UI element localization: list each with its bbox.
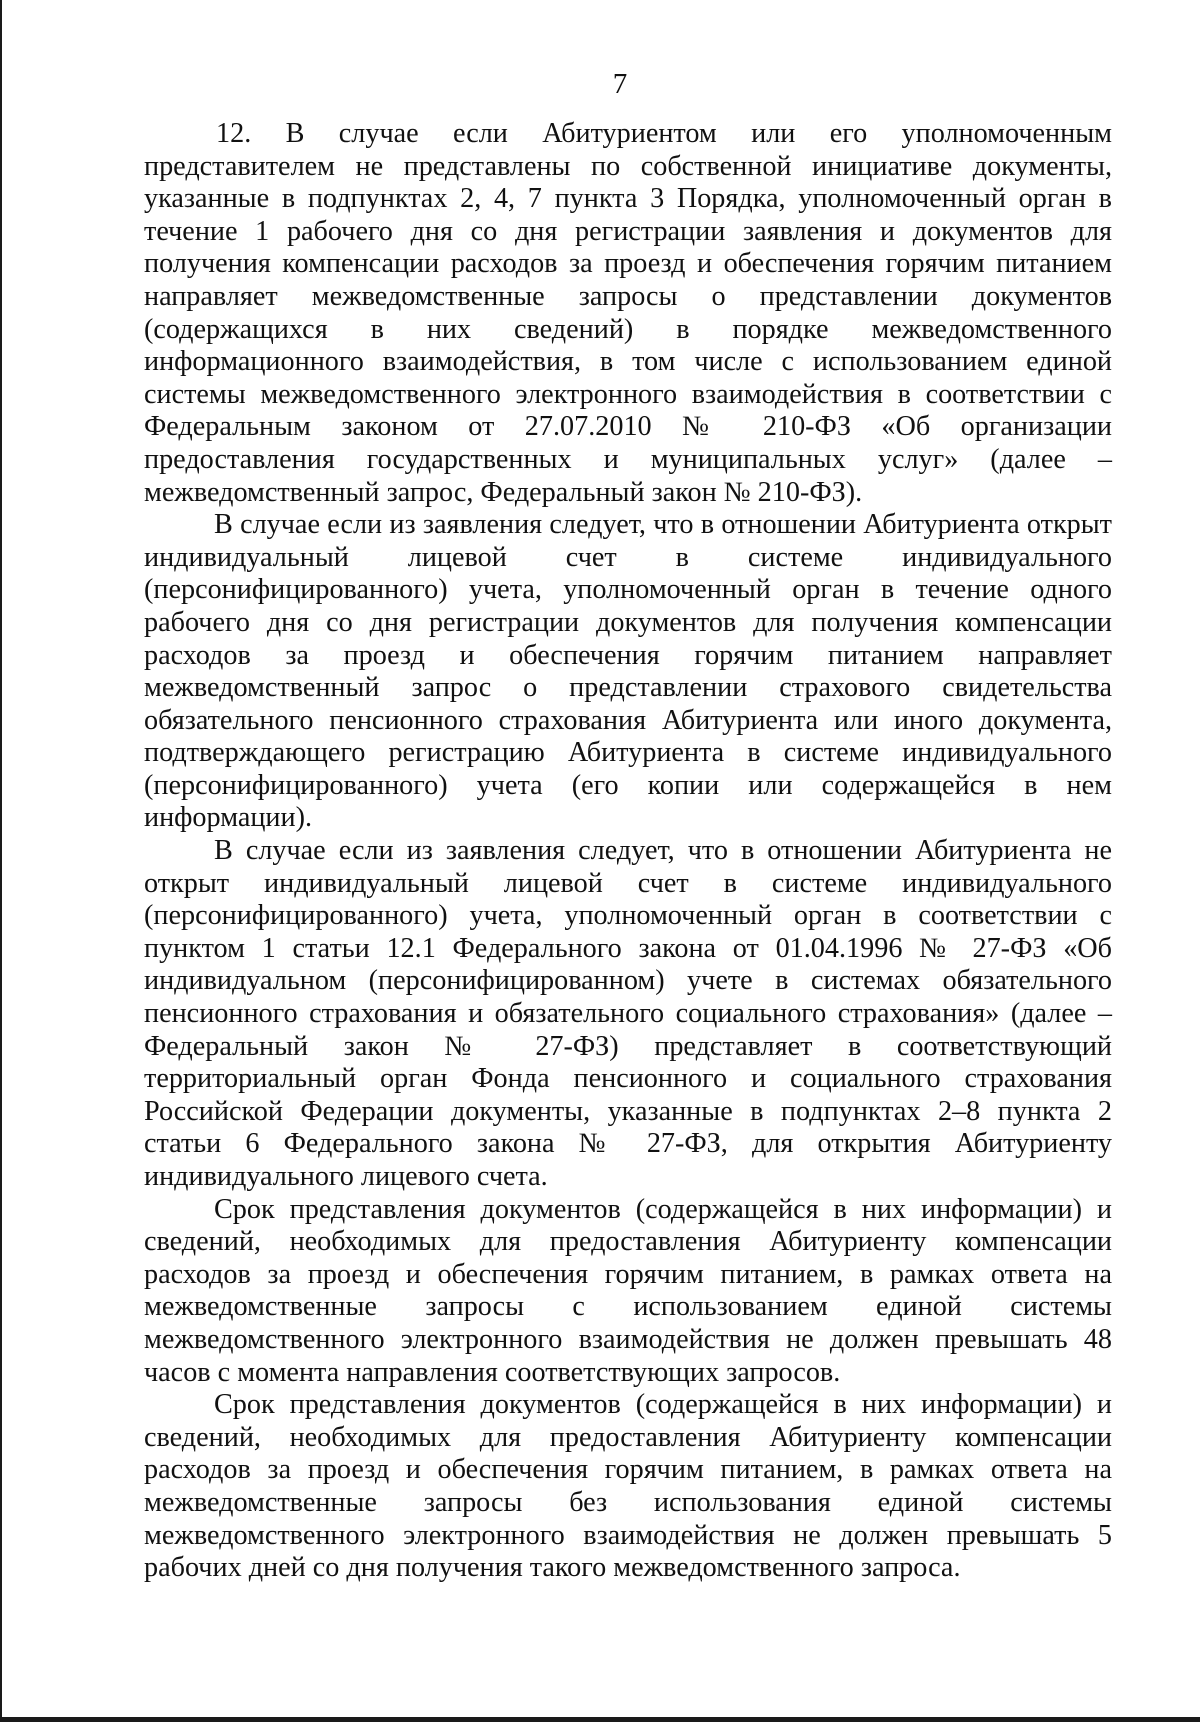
scan-edge-left <box>0 0 2 1722</box>
page-number: 7 <box>612 68 628 100</box>
paragraph-deadline-without-system: Срок представления документов (содержащейся в них информации) и сведений, необходимых для предоставления Абитуриенту компенсации расходов за проезд и обеспечения горячим питанием, в рамках ответа на межведомственные запросы без использования единой системы межведомственного электронного взаимодействия не должен превышать 5 рабочих дней со дня получения такого межведомственного запроса. <box>144 1389 1112 1584</box>
paragraph-account-opened: В случае если из заявления следует, что в отношении Абитуриента открыт индивидуальный лицевой счет в системе индивидуального (персонифицированного) учета, уполномоченный орган в течение одного рабочего дня со дня регистрации документов для получения компенсации расходов за проезд и обеспечения горячим питанием направляет межведомственный запрос о представлении страхового свидетельства обязательного пенсионного страхования Абитуриента или иного документа, подтверждающего регистрацию Абитуриента в системе индивидуального (персонифицированного) учета (его копии или содержащейся в нем информации). <box>144 509 1112 834</box>
paragraph-account-not-opened: В случае если из заявления следует, что в отношении Абитуриента не открыт индивидуальный лицевой счет в системе индивидуального (персонифицированного) учета, уполномоченный орган в соответствии с пунктом 1 статьи 12.1 Федерального закона от 01.04.1996 № 27-ФЗ «Об индивидуальном (персонифицированном) учете в системах обязательного пенсионного страхования и обязательного социального страхования» (далее – Федеральный закон № 27-ФЗ) представляет в соответствующий территориальный орган Фонда пенсионного и социального страхования Российской Федерации документы, указанные в подпунктах 2–8 пункта 2 статьи 6 Федерального закона № 27-ФЗ, для открытия Абитуриенту индивидуального лицевого счета. <box>144 835 1112 1192</box>
paragraph-deadline-with-system: Срок представления документов (содержащейся в них информации) и сведений, необходимых для предоставления Абитуриенту компенсации расходов за проезд и обеспечения горячим питанием, в рамках ответа на межведомственные запросы с использованием единой системы межведомственного электронного взаимодействия не должен превышать 48 часов с момента направления соответствующих запросов. <box>144 1193 1112 1388</box>
document-body <box>144 118 1112 1585</box>
paragraph-12: 12. В случае если Абитуриентом или его уполномоченным представителем не представлены по собственной инициативе документы, указанные в подпунктах 2, 4, 7 пункта 3 Порядка, уполномоченный орган в течение 1 рабочего дня со дня регистрации заявления и документов для получения компенсации расходов за проезд и обеспечения горячим питанием направляет межведомственные запросы о представлении документов (содержащихся в них сведений) в порядке межведомственного информационного взаимодействия, в том числе с использованием единой системы межведомственного электронного взаимодействия в соответствии с Федеральным законом от 27.07.2010 № 210-ФЗ «Об организации предоставления государственных и муниципальных услуг» (далее – межведомственный запрос, Федеральный закон № 210-ФЗ). <box>144 118 1112 508</box>
scan-edge-bottom <box>0 1717 1200 1722</box>
